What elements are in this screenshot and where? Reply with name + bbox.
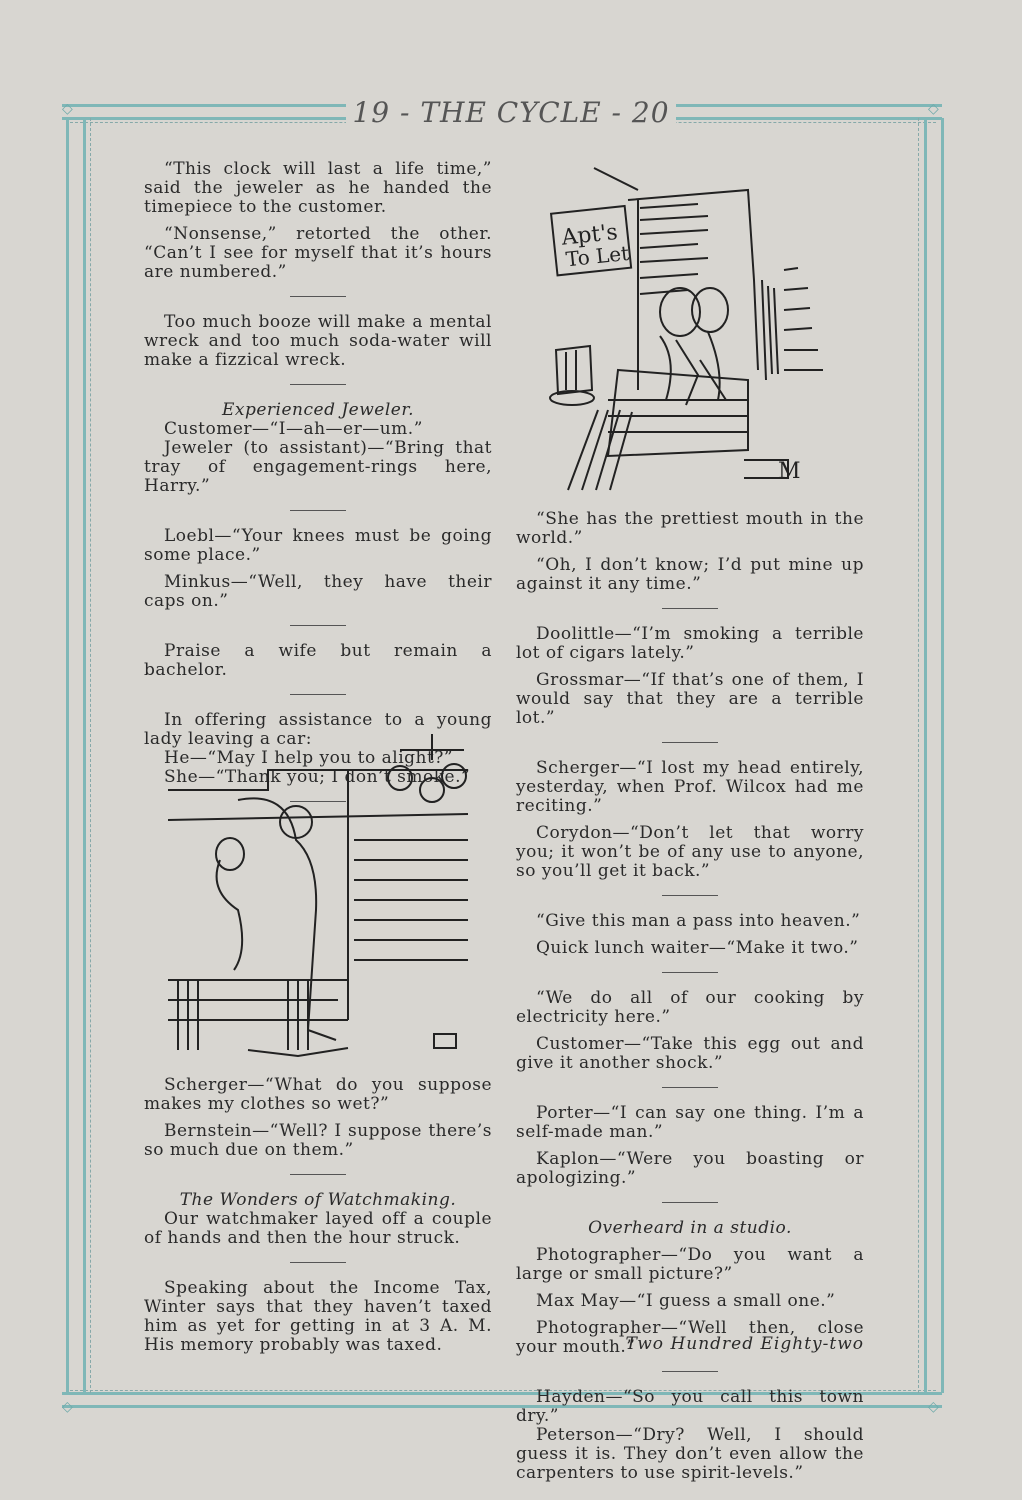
joke-text: In offering assistance to a young lady leaving a car:: [144, 710, 492, 749]
joke-text: Photographer—“Do you want a large or small picture?”: [516, 1245, 864, 1284]
joke-text: Customer—“Take this egg out and give it another shock.”: [516, 1034, 864, 1073]
left-column-lower: [144, 1076, 492, 1355]
divider: [662, 1202, 718, 1203]
joke-text: Jeweler (to assistant)—“Bring that tray of engagement-rings here, Harry.”: [144, 438, 492, 496]
clock-climber-illustration: [168, 730, 480, 1070]
divider: [290, 296, 346, 297]
joke-text: “Oh, I don’t know; I’d put mine up against it any time.”: [516, 555, 864, 594]
joke-text: Hayden—“So you call this town dry.”: [516, 1387, 864, 1426]
joke-title: Overheard in a studio.: [588, 1218, 792, 1238]
page-number-label: Two Hundred Eighty-two: [625, 1334, 864, 1354]
right-border: [924, 118, 944, 1393]
joke-title: Experienced Jeweler.: [221, 400, 415, 420]
corner-ornament-icon: ◇: [928, 1399, 939, 1415]
divider: [290, 1262, 346, 1263]
joke-text: Too much booze will make a mental wreck and too much soda-water will make a fizzical wreck.: [144, 312, 492, 370]
divider: [662, 895, 718, 896]
joke-text: Quick lunch waiter—“Make it two.”: [536, 938, 859, 958]
corner-ornament-icon: ◇: [62, 1399, 73, 1415]
joke-text: Customer—“I—ah—er—um.”: [164, 419, 423, 439]
joke-text: Peterson—“Dry? Well, I should guess it is. They don’t even allow the carpenters to use spirit-levels.”: [516, 1425, 864, 1483]
joke-text: Scherger—“What do you suppose makes my clothes so wet?”: [144, 1075, 492, 1114]
joke-text: Bernstein—“Well? I suppose there’s so much due on them.”: [144, 1121, 492, 1160]
joke-text: Scherger—“I lost my head entirely, yesterday, when Prof. Wilcox had me reciting.”: [516, 758, 864, 816]
divider: [662, 608, 718, 609]
joke-text: Kaplon—“Were you boasting or apologizing.”: [516, 1149, 864, 1188]
joke-title: The Wonders of Watchmaking.: [179, 1190, 457, 1210]
left-border: [66, 118, 86, 1393]
joke-text: Minkus—“Well, they have their caps on.”: [144, 572, 492, 611]
joke-text: Speaking about the Income Tax, Winter says that they haven’t taxed him as yet for getting in at 3 A. M. His memory probably was taxed.: [144, 1278, 492, 1355]
joke-text: “This clock will last a life time,” said the jeweler as he handed the timepiece to the customer.: [144, 159, 492, 217]
joke-text: Grossmar—“If that’s one of them, I would say that they are a terrible lot.”: [516, 670, 864, 728]
corner-ornament-icon: ◇: [928, 101, 939, 117]
joke-text: “She has the prettiest mouth in the world.”: [516, 509, 864, 548]
joke-text: Photographer—“Well then, close your mouth.”: [516, 1318, 864, 1357]
divider: [662, 1087, 718, 1088]
page-header: [0, 96, 1022, 129]
joke-text: “Give this man a pass into heaven.”: [536, 911, 861, 931]
divider: [290, 510, 346, 511]
divider: [290, 694, 346, 695]
sign-text: To Let: [564, 240, 631, 272]
divider: [290, 384, 346, 385]
joke-text: Porter—“I can say one thing. I’m a self-made man.”: [516, 1103, 864, 1142]
joke-text: Corydon—“Don’t let that worry you; it won’t be of any use to anyone, so you’ll get it back.”: [516, 823, 864, 881]
divider: [662, 1371, 718, 1372]
apartments-cartoon: [548, 160, 840, 500]
artist-signature: M: [778, 459, 801, 484]
joke-text: “Nonsense,” retorted the other. “Can’t I see for myself that it’s hours are numbered.”: [144, 224, 492, 282]
left-border-rule: [90, 118, 91, 1393]
sign-text: Apt's: [560, 219, 619, 251]
left-column: [144, 160, 492, 818]
header-title: 19 - THE CYCLE - 20: [346, 96, 675, 129]
right-border-rule: [918, 118, 919, 1393]
divider: [662, 972, 718, 973]
joke-text: Doolittle—“I’m smoking a terrible lot of cigars lately.”: [516, 624, 864, 663]
joke-text: He—“May I help you to alight?”: [164, 748, 454, 768]
corner-ornament-icon: ◇: [62, 101, 73, 117]
clock-cartoon: [168, 730, 480, 1070]
joke-text: She—“Thank you; I don’t smoke.”: [164, 767, 471, 787]
divider: [290, 1174, 346, 1175]
stoop-couple-illustration: [548, 160, 840, 500]
joke-text: “We do all of our cooking by electricity here.”: [516, 988, 864, 1027]
joke-text: Praise a wife but remain a bachelor.: [144, 641, 492, 680]
joke-text: Our watchmaker layed off a couple of hands and then the hour struck.: [144, 1209, 492, 1248]
divider: [662, 742, 718, 743]
divider: [290, 625, 346, 626]
joke-text: Max May—“I guess a small one.”: [536, 1291, 836, 1311]
joke-text: Loebl—“Your knees must be going some place.”: [144, 526, 492, 565]
